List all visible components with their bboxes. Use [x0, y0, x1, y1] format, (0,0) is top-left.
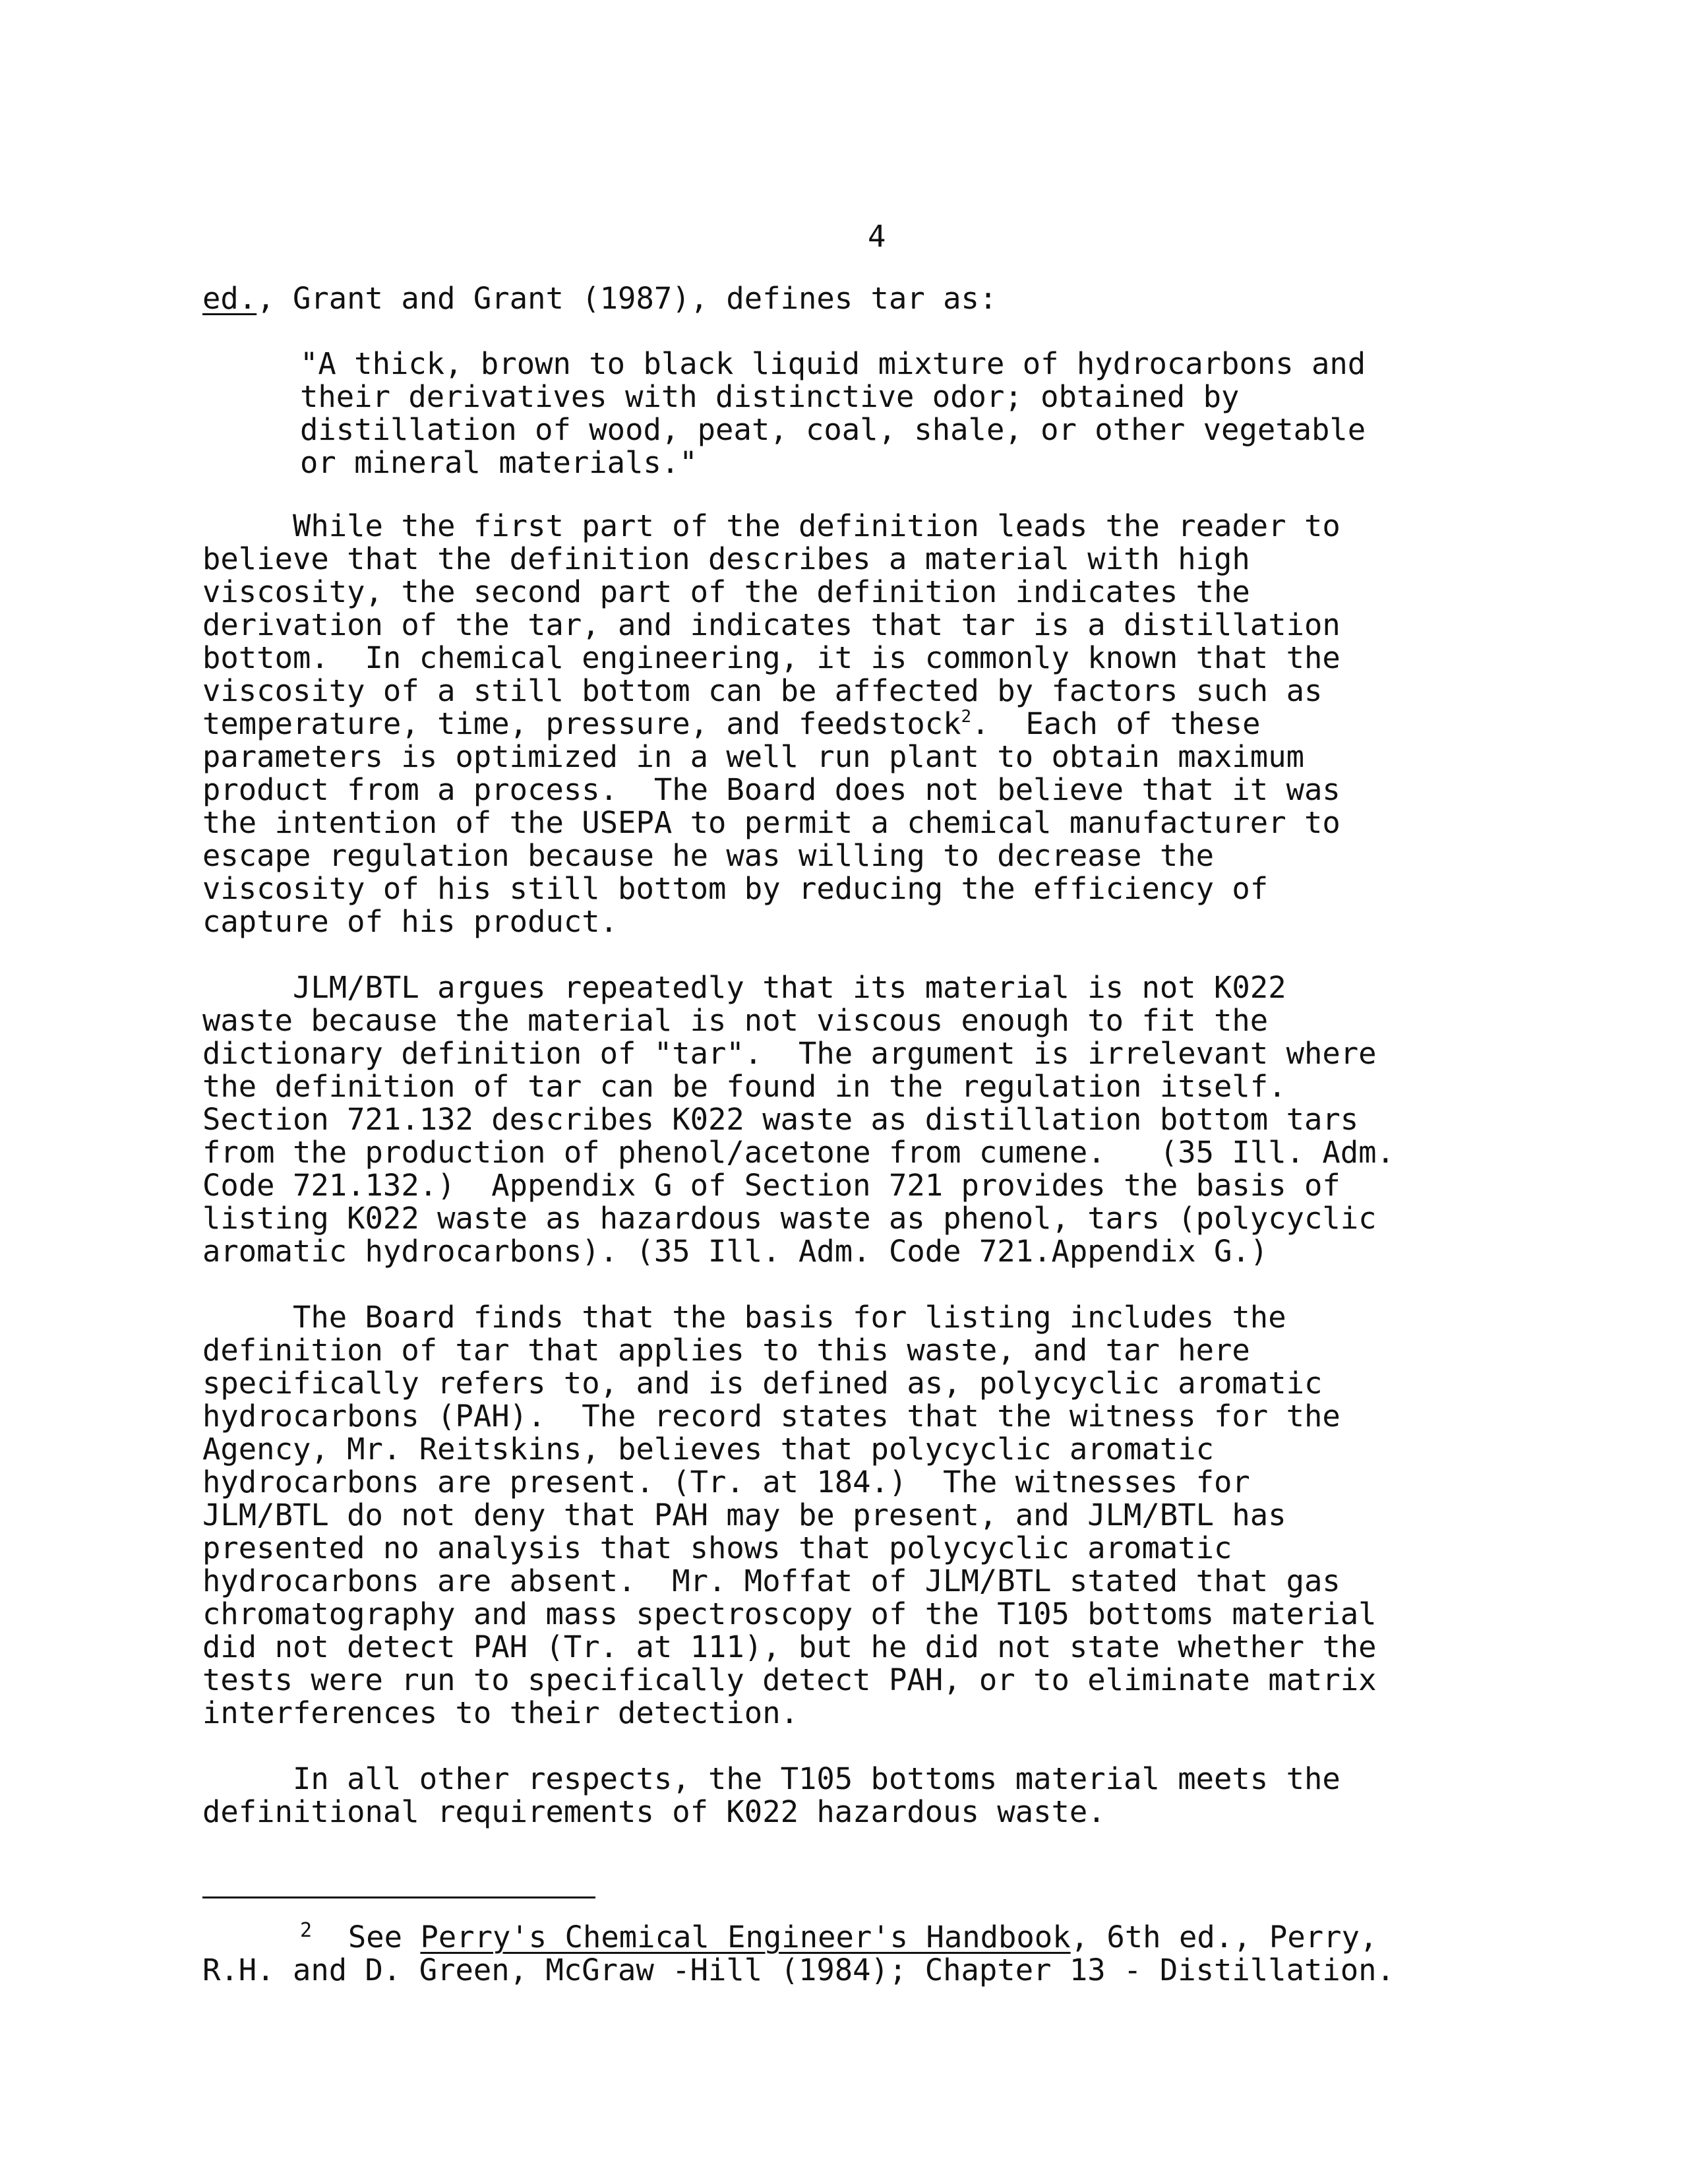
para-line: In all other respects, the T105 bottoms material meets the [202, 1761, 1341, 1796]
para-line: the definition of tar can be found in the regulation itself. [202, 1069, 1286, 1104]
intro-line [202, 282, 997, 315]
para-line: JLM/BTL do not deny that PAH may be present, and JLM/BTL has [202, 1498, 1286, 1532]
intro-text: , Grant and Grant (1987), defines tar as: [256, 281, 998, 316]
para-line: tests were run to specifically detect PAH, or to eliminate matrix [202, 1662, 1377, 1697]
para-line: Section 721.132 describes K022 waste as distillation bottom tars [202, 1102, 1359, 1137]
para-text: . Each of these [971, 706, 1261, 741]
para-line: interferences to their detection. [202, 1695, 799, 1730]
para-line: believe that the definition describes a material with high [202, 541, 1250, 576]
para-line: aromatic hydrocarbons). (35 Ill. Adm. Code 721.Appendix G.) [202, 1234, 1269, 1269]
footnote-ref: 2 [961, 707, 972, 727]
quote-line: "A thick, brown to black liquid mixture of hydrocarbons and [300, 346, 1366, 381]
footnote-separator [202, 1896, 595, 1898]
para-line: hydrocarbons (PAH). The record states that the witness for the [202, 1399, 1341, 1434]
para-line: Code 721.132.) Appendix G of Section 721 provides the basis of [202, 1168, 1341, 1203]
para-text: temperature, time, pressure, and feedstock [202, 706, 961, 741]
footnote-number: 2 [300, 1919, 313, 1942]
para-line: specifically refers to, and is defined as, polycyclic aromatic [202, 1366, 1323, 1401]
para-line: bottom. In chemical engineering, it is commonly known that the [202, 640, 1341, 675]
para-line: viscosity of his still bottom by reducing the efficiency of [202, 871, 1269, 906]
para-line: chromatography and mass spectroscopy of the T105 bottoms material [202, 1596, 1377, 1631]
para-line: While the first part of the definition leads the reader to [202, 508, 1341, 543]
citation-abbrev: ed. [202, 281, 257, 316]
para-line: hydrocarbons are absent. Mr. Moffat of JLM/BTL stated that gas [202, 1563, 1341, 1598]
para-line: escape regulation because he was willing to decrease the [202, 838, 1215, 873]
para-line: waste because the material is not viscous enough to fit the [202, 1003, 1269, 1038]
para-line: definition of tar that applies to this waste, and tar here [202, 1333, 1250, 1368]
para-line: viscosity, the second part of the definition indicates the [202, 574, 1250, 609]
para-line: JLM/BTL argues repeatedly that its material is not K022 [202, 970, 1286, 1005]
para-line: capture of his product. [202, 904, 618, 939]
para-line [202, 708, 1260, 741]
book-title: Perry's Chemical Engineer's Handbook [420, 1920, 1071, 1955]
para-line: presented no analysis that shows that polycyclic aromatic [202, 1531, 1232, 1565]
para-line: The Board finds that the basis for listing includes the [202, 1300, 1286, 1335]
para-line: parameters is optimized in a well run plant to obtain maximum [202, 739, 1304, 774]
para-line: viscosity of a still bottom can be affected by factors such as [202, 673, 1323, 708]
para-line: product from a process. The Board does not believe that it was [202, 772, 1341, 807]
para-line: definitional requirements of K022 hazardous waste. [202, 1794, 1106, 1829]
para-line: did not detect PAH (Tr. at 111), but he did not state whether the [202, 1629, 1377, 1664]
para-line: derivation of the tar, and indicates that tar is a distillation [202, 607, 1341, 642]
para-line: listing K022 waste as hazardous waste as phenol, tars (polycyclic [202, 1201, 1377, 1236]
footnote-text: See [312, 1920, 421, 1955]
para-line: from the production of phenol/acetone from cumene. (35 Ill. Adm. [202, 1135, 1395, 1170]
page-number: 4 [868, 219, 886, 254]
quote-line: their derivatives with distinctive odor; obtained by [300, 379, 1240, 414]
para-line: hydrocarbons are present. (Tr. at 184.) The witnesses for [202, 1465, 1250, 1500]
footnote-line: R.H. and D. Green, McGraw -Hill (1984); Chapter 13 - Distillation. [202, 1953, 1395, 1987]
quote-line: or mineral materials." [300, 445, 698, 480]
footnote-text: , 6th ed., Perry, [1070, 1920, 1378, 1955]
para-line: dictionary definition of "tar". The argument is irrelevant where [202, 1036, 1377, 1071]
quote-line: distillation of wood, peat, coal, shale, or other vegetable [300, 412, 1366, 447]
para-line: the intention of the USEPA to permit a chemical manufacturer to [202, 805, 1341, 840]
para-line: Agency, Mr. Reitskins, believes that polycyclic aromatic [202, 1432, 1215, 1467]
